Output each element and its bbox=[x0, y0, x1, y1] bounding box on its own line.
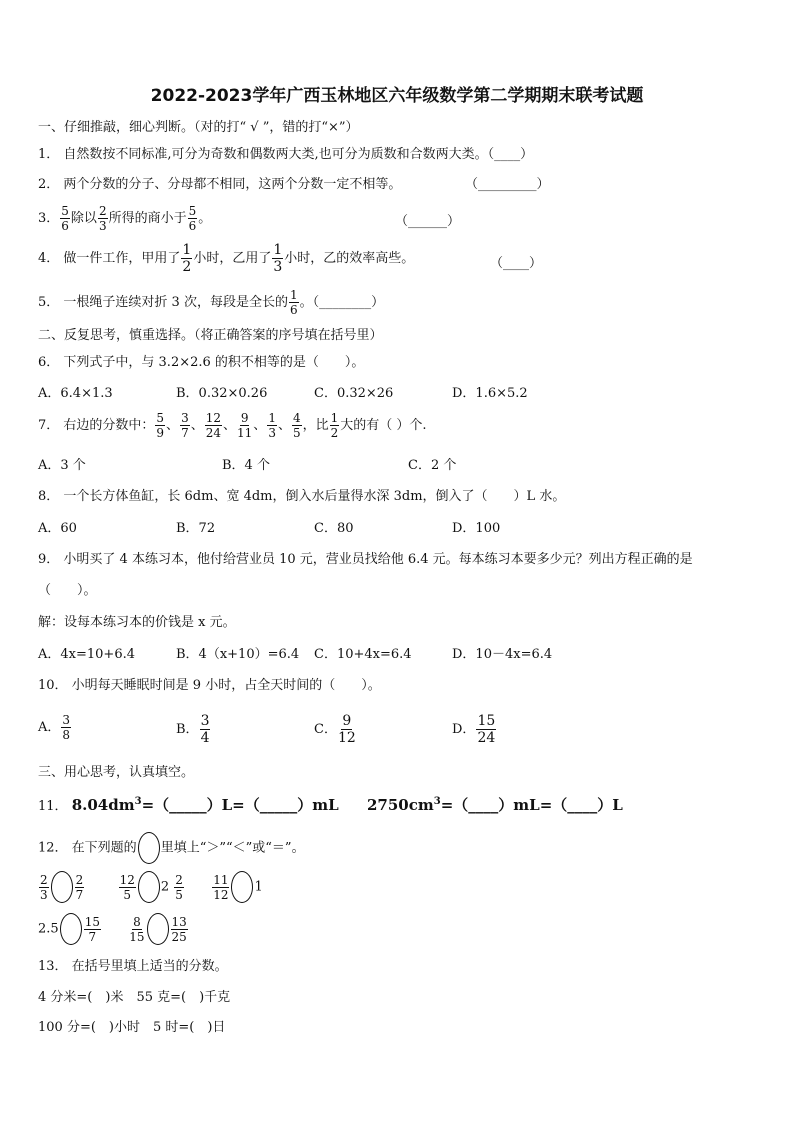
question-4-blank: （____） bbox=[490, 256, 543, 271]
denominator: 7 bbox=[181, 426, 189, 440]
q11-part1-value: 8.04dm bbox=[71, 796, 135, 814]
q12-row-2 bbox=[38, 913, 189, 945]
fraction bbox=[330, 412, 340, 439]
q7-compare: ，比 bbox=[302, 418, 329, 433]
numerator: 4 bbox=[292, 411, 301, 425]
question-3-blank: （______） bbox=[395, 214, 461, 229]
denominator: 6 bbox=[61, 219, 69, 233]
q6-option-a: A．6.4×1.3 bbox=[38, 386, 113, 401]
superscript: 3 bbox=[433, 796, 441, 807]
q6-option-b: B．0.32×0.26 bbox=[176, 386, 268, 401]
q10-option-d bbox=[452, 714, 497, 745]
fraction bbox=[188, 205, 198, 232]
fraction bbox=[39, 874, 49, 901]
oval-blank[interactable] bbox=[147, 913, 169, 945]
page-title: 2022-2023学年广西玉林地区六年级数学第二学期期末联考试题 bbox=[150, 86, 644, 106]
fraction bbox=[267, 412, 277, 439]
fraction bbox=[174, 874, 184, 901]
question-10: 10． 小明每天睡眠时间是 9 小时，占全天时间的（ ）。 bbox=[38, 678, 381, 693]
q11-part2-rest: =（____）mL=（____）L bbox=[440, 796, 623, 814]
fraction bbox=[200, 714, 211, 745]
denominator: 15 bbox=[129, 929, 145, 944]
denominator: 6 bbox=[289, 303, 298, 317]
q8-option-b: B．72 bbox=[176, 521, 216, 536]
whole-number: 1 bbox=[254, 879, 263, 895]
question-8: 8． 一个长方体鱼缸，长 6dm、宽 4dm，倒入水后量得水深 3dm，倒入了（ ）L 水。 bbox=[38, 489, 566, 504]
fraction bbox=[476, 714, 496, 745]
denominator: 8 bbox=[62, 728, 71, 742]
oval-blank[interactable] bbox=[138, 871, 160, 903]
numerator: 9 bbox=[240, 411, 249, 425]
denominator: 2 bbox=[330, 426, 339, 440]
denominator: 25 bbox=[171, 929, 187, 944]
option-label: A． bbox=[38, 720, 61, 735]
numerator: 2 bbox=[98, 204, 107, 218]
fraction bbox=[289, 289, 299, 316]
numerator: 2 bbox=[40, 872, 48, 887]
q5-end: 。（________） bbox=[299, 295, 385, 310]
denominator: 11 bbox=[237, 426, 253, 440]
q9-option-b: B．4（x+10）=6.4 bbox=[176, 647, 300, 662]
q11-part2-value: 2750cm bbox=[367, 796, 434, 814]
superscript: 3 bbox=[134, 796, 142, 807]
q8-option-c: C．80 bbox=[314, 521, 354, 536]
denominator: 7 bbox=[75, 887, 84, 902]
q9-option-d: D．10－4x=6.4 bbox=[452, 647, 553, 662]
numerator: 3 bbox=[200, 713, 210, 729]
option-label: D． bbox=[452, 722, 476, 737]
numerator: 3 bbox=[181, 411, 189, 425]
separator: 、 bbox=[277, 418, 291, 433]
option-label: B． bbox=[176, 722, 199, 737]
numerator: 2 bbox=[175, 872, 183, 887]
denominator: 12 bbox=[337, 730, 356, 746]
question-12 bbox=[38, 832, 305, 864]
question-11 bbox=[38, 797, 339, 813]
question-9-solution: 解：设每本练习本的价钱是 x 元。 bbox=[38, 615, 236, 630]
denominator: 24 bbox=[477, 730, 496, 746]
fraction bbox=[75, 874, 85, 901]
q8-option-d: D．100 bbox=[452, 521, 501, 536]
fraction bbox=[292, 412, 302, 439]
denominator: 3 bbox=[40, 887, 48, 902]
numerator: 3 bbox=[62, 713, 71, 727]
fraction bbox=[237, 412, 252, 439]
oval-blank[interactable] bbox=[51, 871, 73, 903]
question-5 bbox=[38, 289, 384, 316]
fraction bbox=[181, 243, 192, 274]
numerator: 5 bbox=[188, 204, 197, 218]
fraction bbox=[171, 916, 188, 943]
fraction bbox=[205, 412, 222, 439]
q6-option-d: D．1.6×5.2 bbox=[452, 386, 528, 401]
q7-option-a: A．3 个 bbox=[38, 458, 86, 473]
q3-text: 所得的商小于 bbox=[108, 211, 187, 226]
fraction bbox=[272, 243, 283, 274]
fraction bbox=[98, 205, 108, 232]
denominator: 4 bbox=[200, 730, 210, 746]
q10-option-a bbox=[38, 714, 72, 741]
separator: 、 bbox=[166, 418, 180, 433]
fraction bbox=[119, 874, 136, 901]
numerator: 5 bbox=[61, 204, 69, 218]
numerator: 15 bbox=[84, 914, 100, 929]
denominator: 7 bbox=[88, 929, 97, 944]
section-3-heading: 三、用心思考，认真填空。 bbox=[38, 765, 195, 780]
oval-blank[interactable] bbox=[231, 871, 253, 903]
numerator: 11 bbox=[213, 872, 229, 887]
q3-end: 。 bbox=[198, 211, 212, 226]
numerator: 2 bbox=[75, 872, 84, 887]
q8-option-a: A．60 bbox=[38, 521, 77, 536]
fraction bbox=[84, 916, 101, 943]
numerator: 12 bbox=[119, 872, 135, 887]
separator: 、 bbox=[190, 418, 204, 433]
fraction bbox=[212, 874, 229, 901]
fraction bbox=[129, 916, 144, 943]
denominator: 5 bbox=[175, 887, 183, 902]
question-7 bbox=[38, 412, 427, 439]
denominator: 2 bbox=[182, 259, 192, 275]
q10-option-c bbox=[314, 714, 357, 745]
q6-option-c: C．0.32×26 bbox=[314, 386, 394, 401]
denominator: 9 bbox=[156, 426, 165, 440]
fraction bbox=[155, 412, 165, 439]
numerator: 1 bbox=[289, 288, 298, 302]
option-label: C． bbox=[314, 722, 337, 737]
question-2: 2． 两个分数的分子、分母都不相同，这两个分数一定不相等。 bbox=[38, 177, 402, 192]
q4-text: 小时，乙用了 bbox=[193, 251, 272, 266]
q3-text: 除以 bbox=[70, 211, 97, 226]
q7-end: 大的有（ ）个. bbox=[340, 418, 427, 433]
question-13-line-2: 100 分=( )小时 5 时=( )日 bbox=[38, 1020, 226, 1035]
q3-prefix: 3． bbox=[38, 211, 60, 226]
decimal-number: 2.5 bbox=[38, 921, 59, 937]
question-9-line2: （ ）。 bbox=[38, 583, 97, 598]
q12-text: 12． 在下列题的 bbox=[38, 840, 137, 856]
question-6: 6． 下列式子中，与 3.2×2.6 的积不相等的是（ ）。 bbox=[38, 355, 365, 370]
numerator: 9 bbox=[342, 713, 352, 729]
q4-prefix: 4． 做一件工作，甲用了 bbox=[38, 251, 181, 266]
question-13-line-1: 4 分米=( )米 55 克=( )千克 bbox=[38, 990, 231, 1005]
numerator: 12 bbox=[205, 411, 221, 425]
fraction bbox=[338, 714, 356, 745]
whole-number: 2 bbox=[160, 879, 170, 895]
q7-prefix: 7． 右边的分数中： bbox=[38, 418, 155, 433]
q12-text: 里填上“＞”“＜”或“＝”。 bbox=[160, 840, 305, 856]
q9-option-c: C．10+4x=6.4 bbox=[314, 647, 412, 662]
numerator: 1 bbox=[330, 411, 339, 425]
numerator: 8 bbox=[133, 914, 141, 929]
q11-part1-rest: =（_____）L=（_____）mL bbox=[141, 796, 339, 814]
fraction bbox=[61, 714, 71, 741]
denominator: 3 bbox=[98, 219, 107, 233]
question-2-blank: （_________） bbox=[465, 177, 550, 192]
q4-text: 小时，乙的效率高些。 bbox=[284, 251, 415, 266]
separator: 、 bbox=[223, 418, 237, 433]
q12-row-1 bbox=[38, 871, 263, 903]
denominator: 6 bbox=[188, 219, 197, 233]
q7-option-b: B．4 个 bbox=[222, 458, 270, 473]
q7-option-c: C．2 个 bbox=[408, 458, 457, 473]
q11-number: 11． bbox=[38, 799, 68, 814]
question-1: 1． 自然数按不同标准,可分为奇数和偶数两大类,也可分为质数和合数两大类。（____） bbox=[38, 147, 534, 162]
separator: 、 bbox=[253, 418, 267, 433]
numerator: 13 bbox=[171, 914, 187, 929]
numerator: 15 bbox=[477, 713, 496, 729]
question-9: 9． 小明买了 4 本练习本，他付给营业员 10 元，营业员找给他 6.4 元。每本练习本要多少元？列出方程正确的是 bbox=[38, 552, 693, 567]
denominator: 12 bbox=[213, 887, 229, 902]
section-1-heading: 一、仔细推敲，细心判断。（对的打“ √ ”，错的打“×”） bbox=[38, 120, 359, 135]
oval-blank[interactable] bbox=[60, 913, 82, 945]
denominator: 3 bbox=[268, 426, 276, 440]
denominator: 3 bbox=[273, 259, 283, 275]
question-13: 13． 在括号里填上适当的分数。 bbox=[38, 959, 228, 974]
numerator: 1 bbox=[268, 411, 276, 425]
denominator: 24 bbox=[205, 426, 221, 440]
numerator: 1 bbox=[273, 242, 283, 258]
q9-option-a: A．4x=10+6.4 bbox=[38, 647, 135, 662]
denominator: 5 bbox=[292, 426, 301, 440]
numerator: 1 bbox=[182, 242, 192, 258]
q5-prefix: 5． 一根绳子连续对折 3 次，每段是全长的 bbox=[38, 295, 288, 310]
q11-part1 bbox=[72, 796, 339, 814]
fraction bbox=[180, 412, 190, 439]
q10-option-b bbox=[176, 714, 211, 745]
denominator: 5 bbox=[123, 887, 132, 902]
oval-blank[interactable] bbox=[138, 832, 160, 864]
question-4 bbox=[38, 243, 414, 274]
q11-part2 bbox=[367, 797, 623, 813]
section-2-heading: 二、反复思考，慎重选择。（将正确答案的序号填在括号里） bbox=[38, 328, 383, 343]
question-3 bbox=[38, 205, 211, 232]
numerator: 5 bbox=[156, 411, 165, 425]
fraction bbox=[60, 205, 70, 232]
